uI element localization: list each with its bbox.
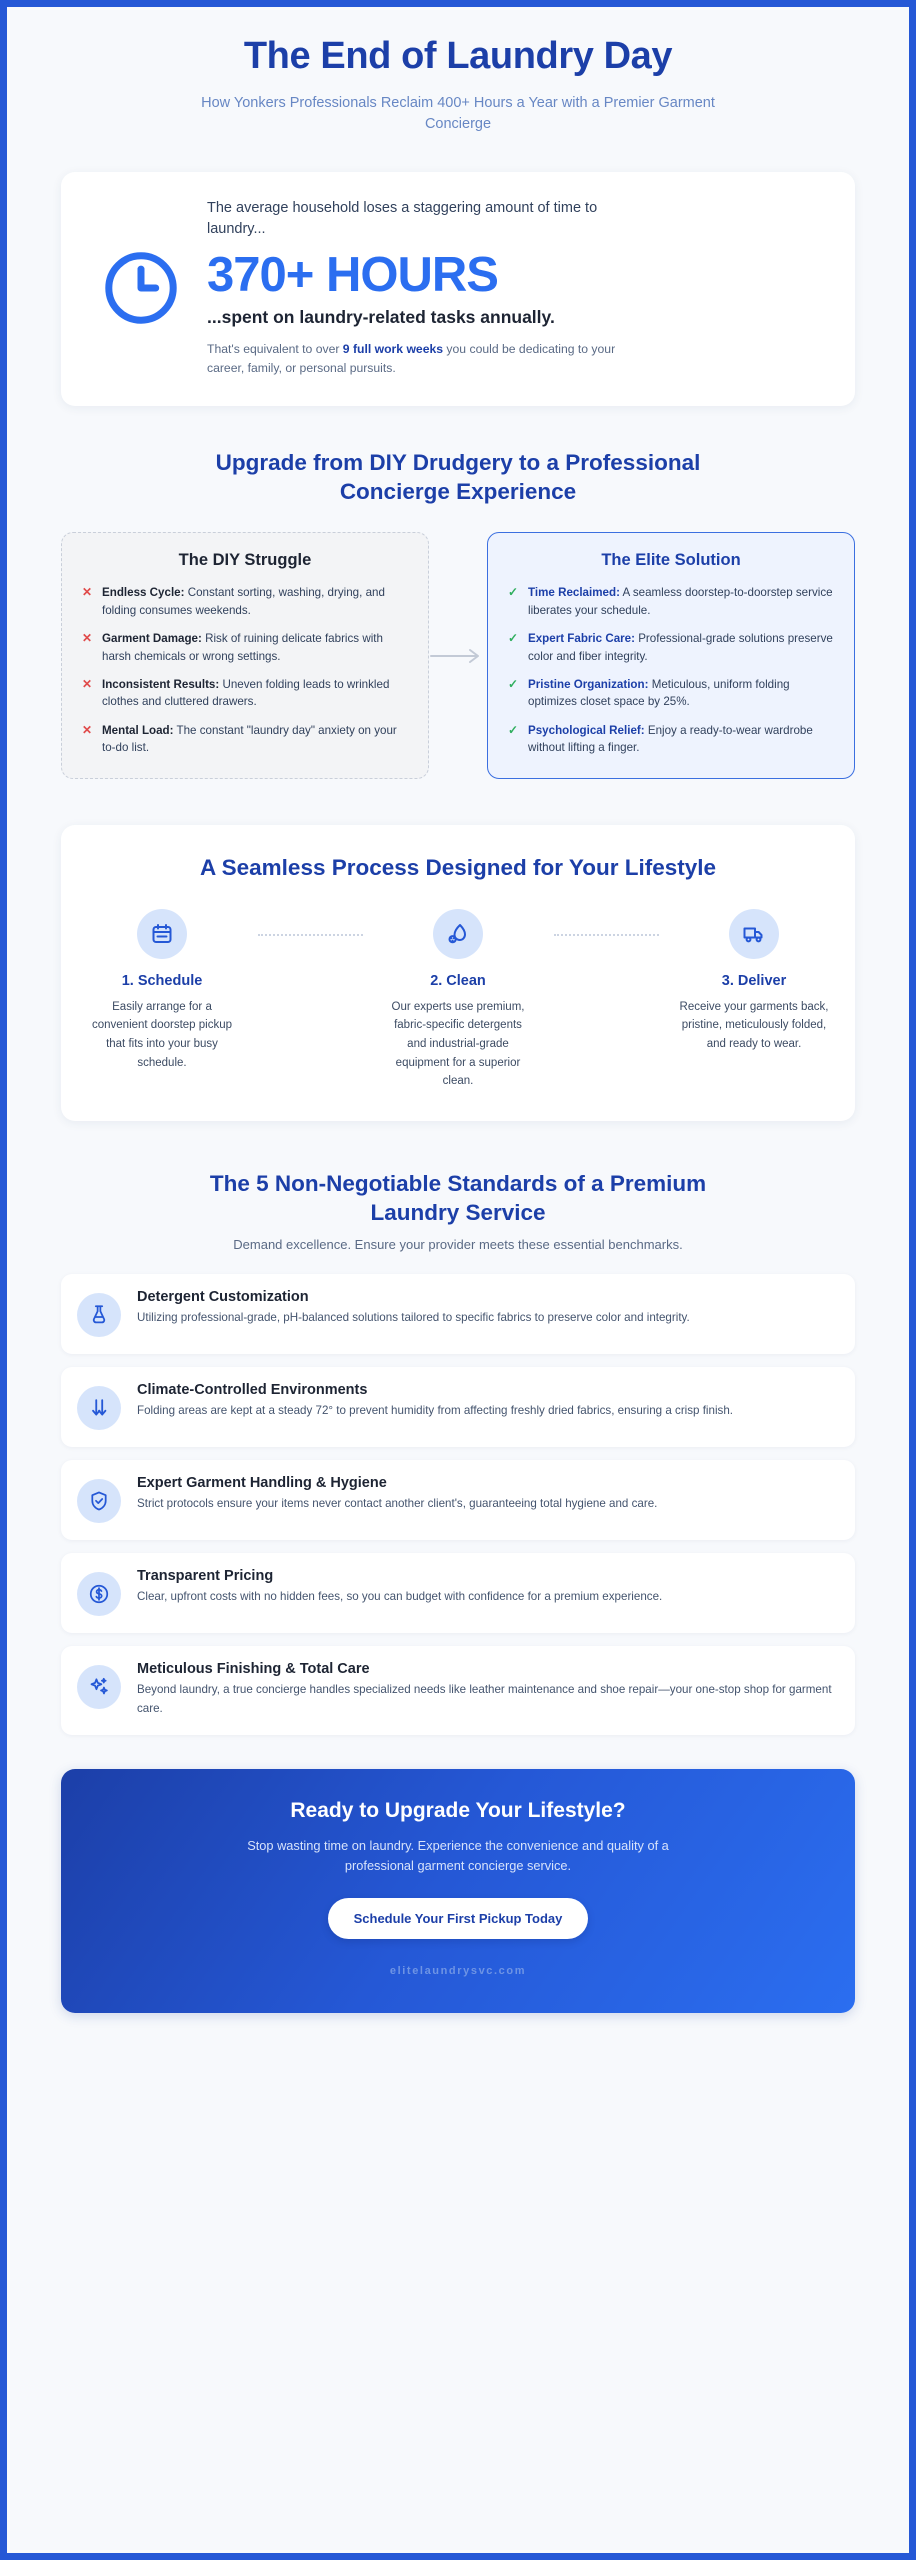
shield-check-icon — [77, 1479, 121, 1523]
standard-title: Detergent Customization — [137, 1289, 309, 1306]
statistic-body — [207, 198, 825, 378]
page-container — [7, 7, 909, 2013]
standard-description: Folding areas are kept at a steady 72° to prevent humidity from affecting freshly dried fabrics, ensuring a crisp finish. — [137, 1404, 734, 1418]
hero-section — [61, 7, 855, 146]
comparison-section — [61, 448, 855, 780]
step-connector — [554, 934, 659, 936]
list-item-text — [102, 676, 408, 711]
statistic-note-after: you could be dedicating to your career, family, or personal pursuits. — [207, 342, 616, 375]
list-item — [82, 630, 408, 665]
cross-icon: ✕ — [82, 585, 93, 600]
flask-icon — [77, 1293, 121, 1337]
page-title: The End of Laundry Day — [243, 35, 673, 77]
list-item-description: Professional-grade solutions preserve color and fiber integrity. — [528, 632, 833, 663]
standard-card — [61, 1460, 855, 1540]
check-icon: ✓ — [508, 585, 519, 600]
statistic-lead: The average household loses a staggering amount of time to laundry... — [207, 200, 598, 238]
step-description: Our experts use premium, fabric-specific detergents and industrial-grade equipment for a superior clean. — [391, 1000, 525, 1088]
cross-icon: ✕ — [82, 631, 93, 646]
cta-title: Ready to Upgrade Your Lifestyle? — [290, 1799, 626, 1823]
list-item — [82, 584, 408, 619]
standards-list — [61, 1274, 855, 1735]
process-step — [679, 909, 829, 1054]
standard-card — [61, 1553, 855, 1633]
cross-icon: ✕ — [82, 676, 93, 691]
comparison-row — [61, 532, 855, 779]
list-item-label: Endless Cycle: — [102, 586, 185, 600]
comparison-heading: Upgrade from DIY Drudgery to a Professional Concierge Experience — [215, 449, 701, 505]
list-item-text — [528, 630, 834, 665]
list-item-text — [102, 584, 408, 619]
standard-body — [137, 1289, 835, 1328]
standard-card — [61, 1646, 855, 1735]
list-item-text — [102, 630, 408, 665]
list-item — [82, 676, 408, 711]
elite-solution-card — [487, 532, 855, 779]
standard-card — [61, 1367, 855, 1447]
spray-droplet-icon — [433, 909, 483, 959]
process-step — [87, 909, 237, 1073]
standard-description: Utilizing professional-grade, pH-balanced solutions tailored to specific fabrics to preserve color and integrity. — [137, 1311, 690, 1325]
process-section — [61, 825, 855, 1120]
calendar-icon — [137, 909, 187, 959]
check-icon: ✓ — [508, 631, 519, 646]
list-item — [508, 584, 834, 619]
dollar-circle-icon — [77, 1572, 121, 1616]
list-item-label: Mental Load: — [102, 723, 174, 737]
standard-description: Strict protocols ensure your items never contact another client's, guaranteeing total hygiene and care. — [137, 1497, 658, 1511]
elite-solution-list — [508, 584, 834, 756]
list-item-label: Pristine Organization: — [528, 677, 649, 691]
diy-struggle-title: The DIY Struggle — [178, 551, 312, 570]
standard-description: Beyond laundry, a true concierge handles specialized needs like leather maintenance and shoe repair—your one-stop shop for garment care. — [137, 1683, 832, 1715]
statistic-number: 370+ HOURS — [207, 248, 498, 303]
standard-body — [137, 1661, 835, 1718]
standard-body — [137, 1382, 835, 1421]
list-item — [508, 676, 834, 711]
standard-body — [137, 1568, 835, 1607]
standard-description: Clear, upfront costs with no hidden fees, so you can budget with confidence for a premium experience. — [137, 1590, 663, 1604]
website-url: elitelaundrysvc.com — [389, 1965, 527, 1978]
step-description: Receive your garments back, pristine, meticulously folded, and ready to wear. — [679, 1000, 829, 1050]
list-item — [82, 722, 408, 757]
step-description: Easily arrange for a convenient doorstep pickup that fits into your busy schedule. — [91, 1000, 232, 1069]
standard-title: Climate-Controlled Environments — [137, 1382, 368, 1399]
process-steps — [87, 909, 829, 1091]
step-title: 1. Schedule — [121, 972, 203, 989]
standard-body — [137, 1475, 835, 1514]
double-arrow-down-icon — [77, 1386, 121, 1430]
elite-solution-title: The Elite Solution — [601, 551, 741, 570]
check-icon: ✓ — [508, 676, 519, 691]
schedule-pickup-button[interactable]: Schedule Your First Pickup Today — [328, 1898, 589, 1939]
standard-card — [61, 1274, 855, 1354]
step-connector — [258, 934, 363, 936]
cta-subtitle: Stop wasting time on laundry. Experience the convenience and quality of a professional garment concierge service. — [247, 1838, 669, 1874]
check-icon: ✓ — [508, 722, 519, 737]
list-item-label: Inconsistent Results: — [102, 677, 220, 691]
list-item-description: Risk of ruining delicate fabrics with harsh chemicals or wrong settings. — [102, 632, 383, 663]
process-heading: A Seamless Process Designed for Your Lifestyle — [199, 855, 717, 881]
comparison-arrow — [429, 646, 487, 666]
clock-icon — [91, 246, 183, 330]
standards-heading: The 5 Non-Negotiable Standards of a Premium Laundry Service — [209, 1170, 707, 1226]
sparkles-icon — [77, 1665, 121, 1709]
statistic-note — [207, 340, 627, 378]
step-title: 3. Deliver — [721, 972, 787, 989]
list-item-description: The constant "laundry day" anxiety on your to-do list. — [102, 723, 397, 755]
list-item-description: A seamless doorstep-to-doorstep service liberates your schedule. — [528, 586, 833, 617]
list-item — [508, 630, 834, 665]
statistic-note-highlight: 9 full work weeks — [342, 342, 444, 357]
list-item-description: Uneven folding leads to wrinkled clothes and cluttered drawers. — [102, 677, 390, 709]
list-item-label: Garment Damage: — [102, 632, 202, 646]
standards-section — [61, 1169, 855, 1736]
list-item-label: Expert Fabric Care: — [528, 632, 635, 646]
list-item-text — [528, 722, 834, 757]
list-item-text — [528, 584, 834, 619]
standards-subheading: Demand excellence. Ensure your provider meets these essential benchmarks. — [233, 1237, 683, 1253]
list-item — [508, 722, 834, 757]
list-item-description: Meticulous, uniform folding optimizes closet space by 25%. — [528, 677, 790, 709]
process-step — [383, 909, 533, 1091]
list-item-text — [102, 722, 408, 757]
statistic-note-before: That's equivalent to over — [207, 342, 343, 357]
step-title: 2. Clean — [430, 972, 486, 989]
standard-title: Transparent Pricing — [137, 1568, 274, 1585]
diy-struggle-list — [82, 584, 408, 756]
list-item-description: Constant sorting, washing, drying, and folding consumes weekends. — [102, 586, 385, 617]
cta-section — [61, 1769, 855, 2013]
standard-title: Meticulous Finishing & Total Care — [137, 1661, 370, 1678]
list-item-label: Psychological Relief: — [528, 723, 645, 737]
delivery-truck-icon — [729, 909, 779, 959]
list-item-description: Enjoy a ready-to-wear wardrobe without lifting a finger. — [528, 723, 813, 755]
list-item-text — [528, 676, 834, 711]
standard-title: Expert Garment Handling & Hygiene — [137, 1475, 387, 1492]
list-item-label: Time Reclaimed: — [528, 586, 620, 600]
statistic-kicker: ...spent on laundry-related tasks annually. — [207, 307, 555, 328]
statistic-card — [61, 172, 855, 406]
cross-icon: ✕ — [82, 722, 93, 737]
diy-struggle-card — [61, 532, 429, 779]
page-subtitle: How Yonkers Professionals Reclaim 400+ Hours a Year with a Premier Garment Concierge — [201, 94, 715, 133]
